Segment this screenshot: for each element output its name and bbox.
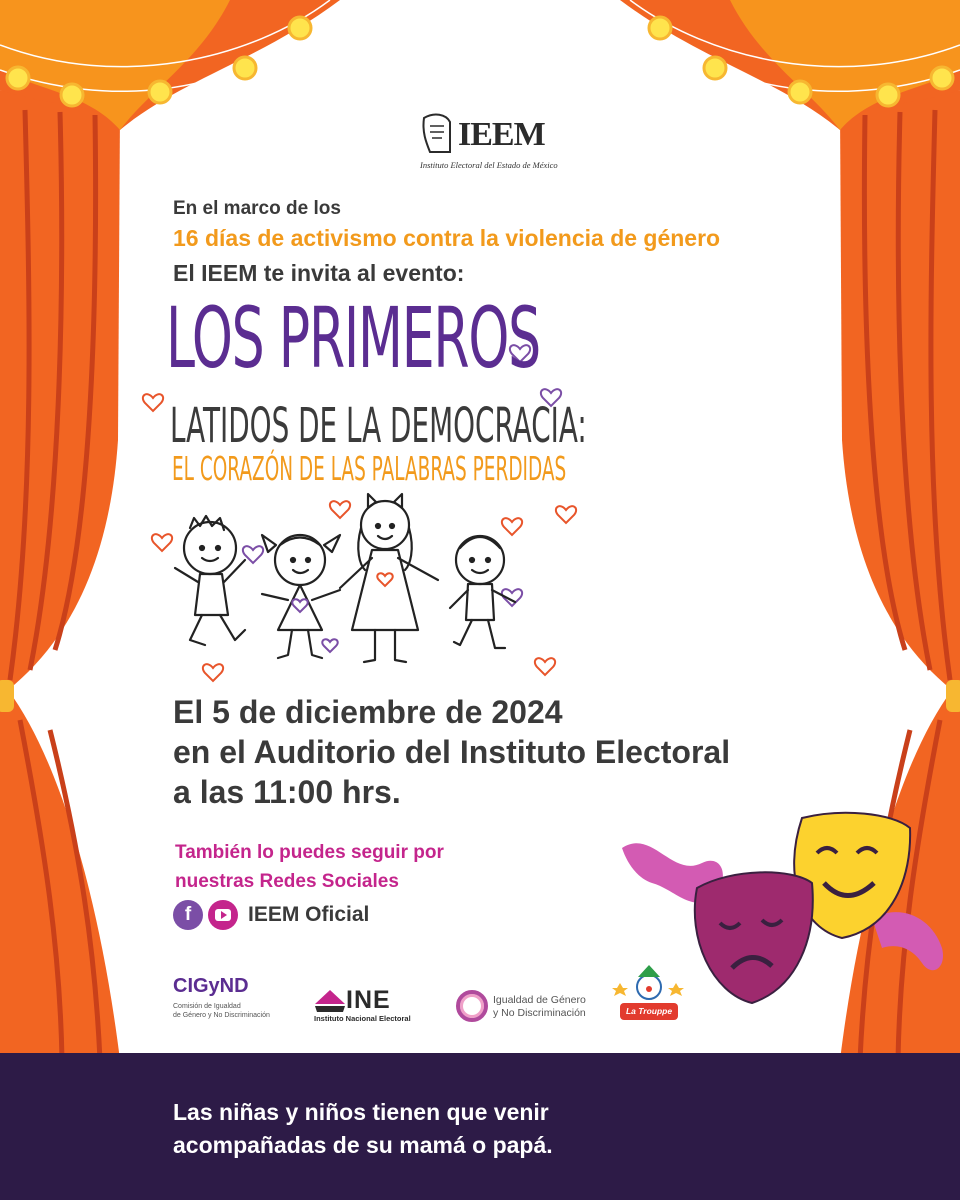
social-line-1: También lo puedes seguir por xyxy=(175,842,444,863)
intro-line-1: En el marco de los xyxy=(173,198,341,219)
event-time: a las 11:00 hrs. xyxy=(173,774,401,810)
ieem-logo-subtitle: Instituto Electoral del Estado de México xyxy=(420,160,558,170)
clown-icon xyxy=(612,965,687,1005)
ine-logo xyxy=(312,986,427,1028)
ieem-emblem-icon xyxy=(420,112,460,156)
social-follow-text xyxy=(175,838,444,896)
igualdad-line-2: y No Discriminación xyxy=(493,1007,586,1019)
event-place: en el Auditorio del Instituto Electoral xyxy=(173,734,731,770)
igualdad-ring-icon xyxy=(456,990,488,1022)
cigynd-name: CIGyND xyxy=(173,975,249,997)
ine-fullname: Instituto Nacional Electoral xyxy=(314,1014,411,1023)
cigynd-subtitle xyxy=(173,1002,283,1020)
igualdad-text xyxy=(493,994,586,1020)
cigynd-line-1: Comisión de Igualdad xyxy=(173,1003,241,1010)
ine-emblem-icon xyxy=(315,990,345,1012)
heart-icon xyxy=(322,639,337,652)
ieem-logo xyxy=(420,112,558,172)
event-title-line-3: EL CORAZÓN DE LAS PALABRAS PERDIDAS xyxy=(172,449,567,488)
la-trouppe-logo xyxy=(612,965,687,1027)
facebook-icon[interactable]: f xyxy=(173,900,203,930)
ieem-logo-wordmark: IEEM xyxy=(458,116,545,153)
children-illustration xyxy=(150,490,600,690)
curtain-valance xyxy=(0,0,960,130)
la-trouppe-name: La Trouppe xyxy=(620,1003,678,1020)
youtube-icon[interactable] xyxy=(208,900,238,930)
intro-line-2: 16 días de activismo contra la violencia de género xyxy=(173,225,721,251)
left-curtain xyxy=(0,90,120,1060)
event-details xyxy=(173,692,730,812)
ine-wordmark: INE xyxy=(346,986,391,1014)
footer-banner xyxy=(0,1053,960,1200)
cigynd-line-2: de Género y No Discriminación xyxy=(173,1012,270,1019)
event-title-line-2: LATIDOS DE LA DEMOCRACIA: xyxy=(170,398,587,454)
heart-icon xyxy=(292,599,307,612)
social-handle: IEEM Oficial xyxy=(248,903,370,926)
footer-line-2: acompañadas de su mamá o papá. xyxy=(173,1132,553,1158)
heart-icon xyxy=(377,573,392,586)
footer-line-1: Las niñas y niños tienen que venir xyxy=(173,1099,549,1125)
igualdad-line-1: Igualdad de Género xyxy=(493,994,586,1006)
event-date: El 5 de diciembre de 2024 xyxy=(173,694,563,730)
igualdad-logo xyxy=(456,990,606,1030)
social-line-2: nuestras Redes Sociales xyxy=(175,871,399,892)
intro-line-3: El IEEM te invita al evento: xyxy=(173,260,465,286)
cigynd-logo xyxy=(173,975,283,1020)
footer-message xyxy=(173,1096,553,1162)
event-title-line-1: LOS PRIMEROS xyxy=(166,289,540,387)
